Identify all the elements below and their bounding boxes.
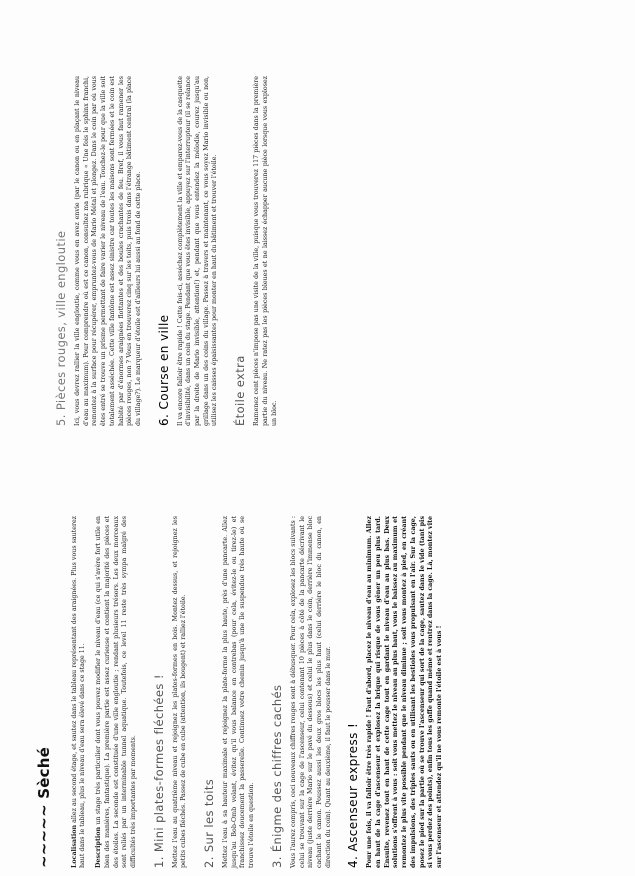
- localisation-label: Localisation: [70, 824, 78, 868]
- section-5-title: 5. Pièces rouges, ville engloutie: [54, 230, 68, 426]
- section-4-title: 4. Ascenseur express !: [346, 722, 361, 868]
- description-text: un stage très particulier dont vous pouvez modifier le niveau d'eau (ce qui s'avère fort utile en bien des manières, fantastique). La première partie est assez curieuse et contient la majorité des pièces et des étoiles. La seconde est constituée d'une ville engloutie ; rendant plusieurs trésors. Les deux morceaux sont reliés par un interminable tunnel aquatique. Toutefois, ce level 11 reste très sympa malgré des difficultés très importantes par moments.: [95, 516, 137, 868]
- section-2-title: 2. Sur les toits: [202, 778, 217, 868]
- section-6-text: Il va encore falloir être rapide ! Cette fois-ci, asséchez complètement la ville et emparez-vous de la casquette d'invisibilité, dans un coin du stage. Pendant que vous êtes invisible, appuyez sur l'interrupteur (il se relance par la droite de Mario invisible, attention!) et, pendant que vous entendez la mélodie, courez jusqu'au grillage dans un des coins du village. Passez à travers et maintenant, ce vous soyez Mario invisible ou non, utilisez les caisses épaisissantes pour monter en haut du bâtiment et trouver l'étoile.: [176, 76, 219, 426]
- section-5-text: Ici, vous devrez rallier la ville engloutie, comme vous en avez envie (par le canon ou en plaçant le niveau d'eau au maximum). Pour comprendre où est ce canon, consultez ma rubrique « Une fois le sphinx franchi, remontez à la surface pour récupérer, empruntez-vous de Mario Métal et plongez. Dans le coin par où vous êtes entré se trouve un prisme permettant de faire varier le niveau de l'eau. Touchez-le pour que la ville soit totalement asséchée. Cette ville fantôme est assez sinistre car toutes les maisons sont fermées et le coin est habité par d'énormes araignées flottantes et des boules crachantes de feu. Bref, il vous faut ramener les pièces rouges, non ? Vous en trouverez cinq sur les toits, puis trois dans l'étrange bâtiment central (la place du village?). Le marqueur d'étoile est d'ailleurs lui aussi au fond de cette place.: [74, 76, 142, 426]
- section-4-body: [366, 516, 444, 868]
- section-7-title: Étoile extra: [233, 355, 248, 426]
- description-paragraph: [95, 516, 139, 868]
- section-1-title: 1. Mini plates-formes fléchées !: [151, 674, 166, 868]
- localisation-text: allez au second étage, et sautez dans le tableau représentant des araignées. Plus vous sauterez haut dans le tableau, plus le niveau d'eau sera élevé dans ce stage 11.: [70, 516, 87, 868]
- localisation-paragraph: [71, 516, 88, 868]
- section-7-text: Ramenez cent pièces n'impose pas une visite de la ville, puisque vous trouverez 117 pièces dans la première partie du niveau. Ne ratez pas les pièces bleues et ne laissez échapper aucune pièce lorsque vous explosez un bloc.: [253, 76, 278, 426]
- title-swoosh: ~~~~~: [35, 804, 53, 868]
- section-3-title: 3. Énigme des chiffres cachés: [269, 684, 284, 868]
- section-6-title: 6. Course en ville: [156, 314, 171, 426]
- section-4-text: Pour une fois, il va falloir être très rapide ! Faut d'abord, placez le niveau d'eau au minimum. Allez en haut de la cage d'ascenseur et explosez la brique qui risque de vous gêner un peu plus tard. Ensuite, revenez tout en haut de cette cage tout en gardant le niveau d'eau au plus bas. Deux solutions s'offrent à vous : soit vous mettez le niveau au plus haut, vous le baissez au maximum et remontez le plus vite possible pendant que le niveau diminue ; soit vous montez à pied, en créant des impulsions, des triples sauts ou en utilisant les bestioles vous propulsant en l'air. Sur la cage, posez le pied sur la partie où se trouve l'ascenseur qui sort de la cage, sautez dans le vide (tant pis si vous perdez des points), enfin tous les gaffe quand même et rentrez dans la cage. Là, montez vite sur l'ascenseur et attendez qu'il ne vous remonte l'étoile est à vous !: [366, 515, 443, 868]
- left-column: [35, 515, 452, 868]
- section-3-text: Vous l'aurez compris, ceci nouveaux chiffres rouges sont à débusquer. Pour cela, explosez les blocs suivants : celui se trouvant sur la cage de l'ascenseur, celui contenant 10 pièces à côté de la pancarte décrivant le niveau (juste derrière Mario sur le pavé du dessous) et celui le plus dans le coin, derrière l'immense bloc cachant le canon. Poussez aussi les deux gros blocs les plus haut (celui derrière le bloc du canon, en direction du coin). Quant au deuxième, il faut le pousser dans le mur.: [289, 516, 332, 868]
- page-title: ~~~~~ Sèché: [35, 746, 53, 868]
- right-column: [40, 76, 286, 426]
- rotated-sheet: [0, 16, 635, 876]
- section-1-text: Mettez l'eau au quatrième niveau et rejoignez les plates-formes en bois. Montez dessus, et rejoignez les petits cubes fléchés. Passez de cube en cube (attention, ils bougent) et ralliez l'étoile.: [171, 516, 188, 868]
- description-label: Description: [95, 826, 103, 868]
- section-2-text: Mettez l'eau à sa hauteur maximale et rejoignez la plate-forme la plus haute, près d'une pancarte. Allez jusqu'au Bob-Omb volant, évitez qu'il vous balance en contrebas (pour cela, évitez-le ou tirez-le) et franchissez doucement la passerelle. Continuez votre chemin jusqu'à une île suspendue très haute où se trouve l'étoile en question.: [222, 516, 256, 868]
